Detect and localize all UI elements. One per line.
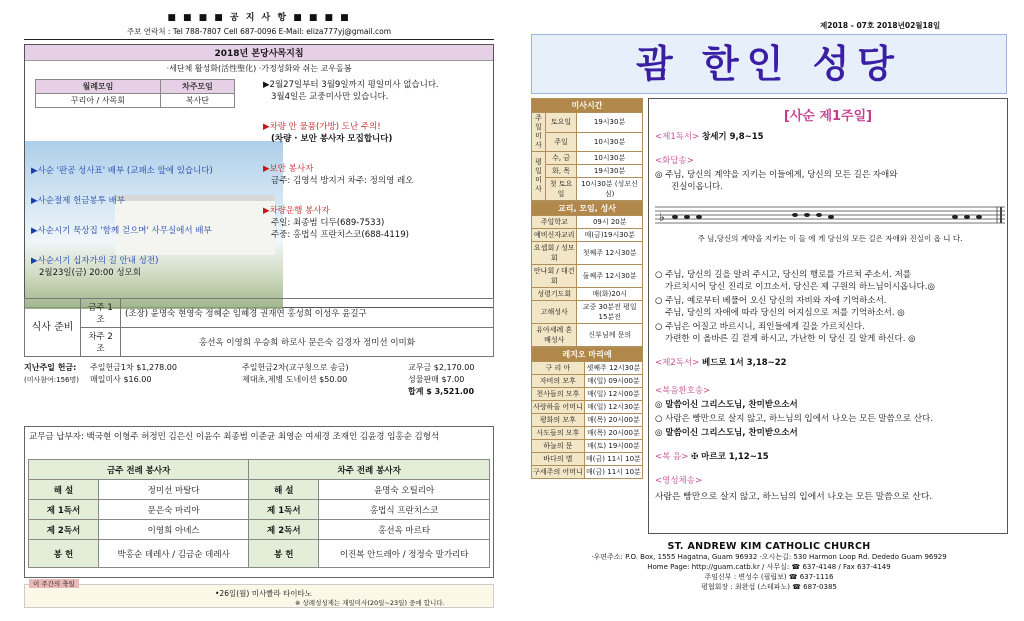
service-header: 금주 전례 봉사자 — [29, 460, 249, 480]
notice-item: ▶사순 '판공 성사표' 배부 (교패소 앞에 있습니다) — [31, 166, 213, 176]
meeting-table — [35, 79, 235, 108]
edu-time: 09시 20분 — [577, 216, 643, 229]
legio-name: 자비의 모후 — [532, 375, 585, 388]
meal-week: 차주 2조 — [81, 328, 121, 357]
gospel-acclamation: ◎ 말씀이신 그리스도님, 찬미받으소서 — [655, 400, 798, 410]
feast-line: •26일(월) 미사빨라 타이타노 — [215, 589, 313, 598]
meeting-header: 차주모임 — [160, 80, 234, 94]
psalm-label: <화답송> — [655, 156, 694, 166]
legio-name: 사도들의 모후 — [532, 427, 585, 440]
pastor-line: 주임신부 : 변성수 (필립보) ☎ 637-1116 — [704, 573, 834, 581]
schedule-sidebar — [531, 98, 643, 479]
service-role: 제 2독서 — [249, 520, 319, 540]
notice-item: (차량 · 보안 봉사자 모집합니다) — [271, 134, 393, 144]
mass-time: 10시30분 — [577, 132, 643, 152]
mass-time: 10시30분 (성모신심) — [577, 178, 643, 201]
notice-item: 주일: 최종범 디두(689-7533) — [271, 218, 385, 228]
legio-name: 하늘의 문 — [532, 440, 585, 453]
edu-name: 성령기도회 — [532, 288, 577, 301]
legio-time: 매(일) 12시30분 — [584, 401, 642, 414]
service-person: 정미선 마탈다 — [99, 480, 249, 500]
reading2: <제2독서> 베드로 1서 3,18~22 — [655, 358, 787, 368]
mass-day: 수, 금 — [546, 152, 577, 165]
gospel-acclamation: ◎ 말씀이신 그리스도님, 찬미받으소서 — [655, 428, 798, 438]
edu-name: 주일학교 — [532, 216, 577, 229]
legio-time: 매(금) 11시 10분 — [584, 466, 642, 479]
address-line: ·우편주소: P.O. Box, 1555 Hagatna, Guam 96932 ·오시는길: 530 Harmon Loop Rd. Dededo Guam 96929 — [591, 553, 947, 561]
mass-time: 19시30분 — [577, 165, 643, 178]
meeting-cell: 복사단 — [160, 94, 234, 108]
feast-note: ※ 상례성성제는 재일미사(20일~23일) 중에 합니다. — [295, 599, 445, 607]
meal-table — [24, 298, 494, 357]
legio-time: 셋째주 12시30분 — [584, 362, 642, 375]
psalm-line: 진실이옵니다. — [671, 182, 723, 192]
legio-time: 매(일) 09시00분 — [584, 375, 642, 388]
service-role: 제 2독서 — [29, 520, 99, 540]
left-page — [24, 10, 494, 607]
reading1: <제1독서> 창세기 9,8~15 — [655, 132, 764, 142]
mass-time: 19시30분 — [577, 113, 643, 133]
legio-name: 구 리 아 — [532, 362, 585, 375]
psalm-verse: 주님, 당신의 자애에 따라 당신의 어지심으로 저를 기억하소서. ◎ — [665, 308, 905, 318]
notice-item: ▶2월27일부터 3월9일까지 평일미사 없습니다. — [263, 80, 439, 90]
meal-label: 식사 준비 — [25, 299, 81, 357]
notice-item: ▶사순시기 십자가의 길 안내 성전) — [31, 256, 159, 266]
communion-antiphon: 사람은 빵만으로 살지 않고, 하느님의 입에서 나오는 모든 말씀으로 산다. — [655, 492, 933, 502]
gospel: <복 음> ✠ 마르코 1,12~15 — [655, 452, 769, 462]
meeting-header: 월례모임 — [36, 80, 161, 94]
gospel-acclamation: ○ 사람은 빵만으로 살지 않고, 하느님의 입에서 나오는 모든 말씀으로 산다. — [655, 414, 933, 424]
goal-subtitle: ·세단체 활성화(活性聖化) ·가정성화와 쉬는 교우돌봄 — [166, 64, 352, 73]
mass-day: 토요일 — [546, 113, 577, 133]
bulletin-title: 괌 한인 성당 — [636, 41, 902, 86]
service-person: 윤명숙 오틸리아 — [319, 480, 490, 500]
notice-item: 주중: 홍법식 프란치스코(688-4119) — [271, 230, 409, 240]
legio-name: 평화의 모후 — [532, 414, 585, 427]
attendance: (미사참여:156명) — [24, 376, 79, 384]
edu-time: 매(화)20시 — [577, 288, 643, 301]
edu-name: 요셉회 / 성모회 — [532, 242, 577, 265]
meal-week: 금주 1조 — [81, 299, 121, 328]
liturgy-service-table — [28, 459, 490, 568]
offering-item: 제대초,제병 도네이션 $50.00 — [242, 375, 348, 384]
contact-line: Home Page: http://guam.catb.kr / 사무실: ☎ 637-4148 / Fax 637-4149 — [647, 563, 891, 571]
svg-text:♭: ♭ — [659, 210, 665, 224]
edu-name: 예비신자교리 — [532, 229, 577, 242]
service-role: 해 설 — [249, 480, 319, 500]
edu-name: 안나회 / 대건회 — [532, 265, 577, 288]
feast-tag: 이 주간의 축일 — [29, 579, 79, 588]
service-person: 이영희 아녜스 — [99, 520, 249, 540]
offering-item: 주일헌금1차 $1,278.00 — [90, 363, 177, 372]
contact-line: 주보 연락처 : Tel 788-7807 Cell 687-0096 E-Mail: eliza777yj@gmail.com — [24, 26, 494, 40]
offering-item: 주일헌금2차(교구청으로 송금) — [242, 363, 349, 372]
offering-total: 합계 $ 3,521.00 — [408, 387, 475, 396]
communion-label: <영성체송> — [655, 476, 703, 486]
service-person: 문은숙 마리아 — [99, 500, 249, 520]
music-lyric: 주 님,당신의 계약을 지키는 이 들 에 게 당신의 모든 길은 자애와 진실이 옵 니 다. — [697, 234, 963, 243]
feast-footnote — [24, 580, 494, 608]
psalm-verse: 가르치시어 당신 진리로 이끄소서. 당신은 제 구원의 하느님이시옵니다.◎ — [665, 282, 935, 292]
liturgy-main — [648, 98, 1008, 534]
mass-day: 주일 — [546, 132, 577, 152]
issue-date: 제2018 - 07호 2018년02월18일 — [820, 21, 941, 30]
legio-name: 사랑하올 어머니 — [532, 401, 585, 414]
edu-time: 둘째주 12시30분 — [577, 265, 643, 288]
offering-item: 매일미사 $16.00 — [90, 375, 152, 384]
psalm-verse: ○ 주님, 당신의 길을 알려 주시고, 당신의 행로를 가르쳐 주소서. 저를 — [655, 270, 912, 280]
legio-time: 매(토) 19시00분 — [584, 440, 642, 453]
service-role: 봉 헌 — [249, 540, 319, 568]
education-table — [531, 201, 643, 347]
notice-item: 3월4일은 교중미사만 있습니다. — [271, 92, 389, 102]
notice-item: ▶차량 안 물품(가방) 도난 주의! — [263, 122, 381, 132]
meal-members: 홍선옥 이영희 우승희 하로사 문은숙 김경자 정미선 이미화 — [121, 328, 494, 357]
edu-name: 유아세례 혼배성사 — [532, 324, 577, 347]
offering-item: 교무금 $2,170.00 — [408, 363, 475, 372]
mass-category: 주일미사 — [532, 113, 546, 152]
psalm-verse: ○ 주님은 어질고 바르시니, 죄인들에게 길을 가르치신다. — [655, 322, 865, 332]
service-person: 박홍순 데레사 / 김금순 데레사 — [99, 540, 249, 568]
church-footer — [531, 542, 1007, 592]
bulletin-title-box — [531, 34, 1007, 94]
legio-name: 바다의 별 — [532, 453, 585, 466]
legio-table — [531, 347, 643, 479]
mass-category: 평일미사 — [532, 152, 546, 201]
legio-name: 천사들의 모후 — [532, 388, 585, 401]
edu-name: 고해성사 — [532, 301, 577, 324]
legio-time: 매(금) 11시 10분 — [584, 453, 642, 466]
notice-item: 금주: 김영석 방지거 차주: 정의영 레오 — [271, 176, 414, 186]
legio-time: 매(목) 20시00분 — [584, 427, 642, 440]
legio-name: 구세주의 어머니 — [532, 466, 585, 479]
offering-head: 지난주일 헌금: — [24, 363, 77, 372]
service-role: 제 1독서 — [29, 500, 99, 520]
service-role: 해 설 — [29, 480, 99, 500]
music-notation-icon — [655, 203, 1005, 229]
service-person: 홍선옥 마르타 — [319, 520, 490, 540]
music-staff — [655, 203, 1005, 229]
notice-item: ▶차량운행 봉사자 — [263, 206, 330, 216]
church-name: ST. ANDREW KIM CATHOLIC CHURCH — [667, 541, 871, 552]
notice-item: ▶사순절제 헌금봉투 배부 — [31, 196, 126, 206]
service-person: 홍법식 프란치스코 — [319, 500, 490, 520]
service-person: 이진복 안드레아 / 정정숙 말가리타 — [319, 540, 490, 568]
goal-title: 2018년 본당사목지침 — [25, 45, 493, 61]
edu-time: 교중 30분전 평일 15분전 — [577, 301, 643, 324]
service-role: 봉 헌 — [29, 540, 99, 568]
legio-header: 레지오 마리애 — [532, 348, 643, 362]
meeting-cell: 꾸리아 / 사목회 — [36, 94, 161, 108]
edu-time: 매(금)19시30분 — [577, 229, 643, 242]
mass-day: 첫 토요일 — [546, 178, 577, 201]
edu-time: 첫째주 12시30분 — [577, 242, 643, 265]
tithe-box — [24, 426, 494, 578]
notice-item: 2월23일(금) 20:00 성모회 — [39, 268, 142, 278]
psalm-verse: 가련한 이 올바른 길 걷게 하시고, 가난한 이 당신 길 알게 하신다. ◎ — [665, 334, 916, 344]
mass-schedule-table — [531, 98, 643, 201]
gospel-acclamation-label: <복음환호송> — [655, 386, 711, 396]
notice-item: ▶보안 봉사자 — [263, 164, 314, 174]
service-role: 제 1독서 — [249, 500, 319, 520]
meal-members: (조장) 윤명숙 현영숙 정혜순 임혜경 권재연 홍성희 이성우 윤길구 — [121, 299, 494, 328]
service-header: 차주 전례 봉사자 — [249, 460, 490, 480]
edu-time: 신부님께 문의 — [577, 324, 643, 347]
psalm-line: ◎ 주님, 당신의 계약을 지키는 이들에게, 당신의 모든 길은 자애와 — [655, 170, 898, 180]
sunday-title: [사순 제1주일] — [783, 109, 873, 124]
council-line: 평협회장 : 최완섭 (스테파노) ☎ 687-0385 — [701, 583, 837, 591]
legio-time: 매(목) 20시00분 — [584, 414, 642, 427]
pastoral-goal-box — [24, 44, 494, 308]
offering-item: 성물판매 $7.00 — [408, 375, 465, 384]
notice-item: ▶사순시기 묵상집 '함께 걷으며' 사무실에서 배부 — [31, 226, 212, 236]
mass-time: 10시30분 — [577, 152, 643, 165]
mass-day: 화, 목 — [546, 165, 577, 178]
psalm-verse: ○ 주님, 예로부터 베풀어 오신 당신의 자비와 자애 기억하소서. — [655, 296, 887, 306]
notice-title: ■ ■ ■ ■ 공 지 사 항 ■ ■ ■ ■ — [167, 13, 351, 23]
legio-time: 매(일) 12시00분 — [584, 388, 642, 401]
edu-header: 교리, 모임, 성사 — [532, 202, 643, 216]
mass-header: 미사시간 — [532, 99, 643, 113]
tithe-list: 교무금 납부자: 백국현 이형주 허정민 김은신 이윤수 최종범 이준균 최영순 여세경 조재인 김윤경 임홍순 김형석 — [29, 432, 440, 442]
